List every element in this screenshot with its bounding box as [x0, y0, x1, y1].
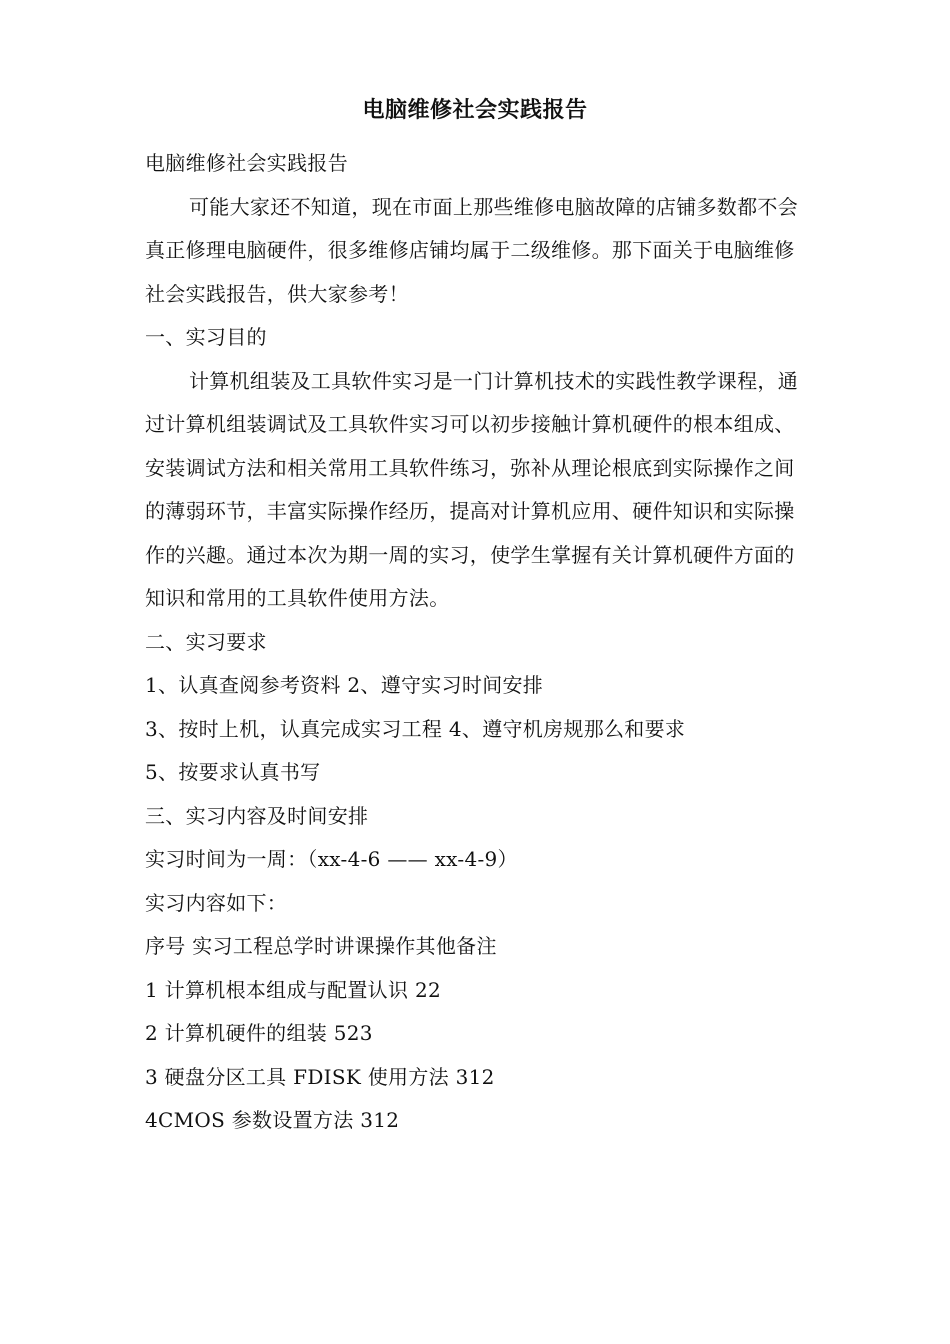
section-heading-content: 三、实习内容及时间安排	[145, 803, 369, 828]
table-header-line: 序号 实习工程总学时讲课操作其他备注	[145, 934, 497, 958]
document-body	[145, 142, 805, 1143]
table-row: 1 计算机根本组成与配置认识 22	[145, 977, 441, 1002]
requirement-line: 3、按时上机，认真完成实习工程 4、遵守机房规那么和要求	[145, 716, 686, 741]
section-heading-requirements: 二、实习要求	[145, 629, 267, 654]
document-subtitle: 电脑维修社会实践报告	[145, 151, 348, 175]
purpose-paragraph: 计算机组装及工具软件实习是一门计算机技术的实践性教学课程，通过计算机组装调试及工具软件实习可以初步接触计算机硬件的根本组成、安装调试方法和相关常用工具软件练习，弥补从理论根底到实际操作之间的薄弱环节，丰富实际操作经历，提高对计算机应用、硬件知识和实际操作的兴趣。通过本次为期一周的实习，使学生掌握有关计算机硬件方面的知识和常用的工具软件使用方法。	[145, 368, 798, 610]
table-row: 3 硬盘分区工具 FDISK 使用方法 312	[145, 1064, 495, 1089]
table-row: 4CMOS 参数设置方法 312	[145, 1108, 400, 1132]
table-row: 2 计算机硬件的组装 523	[145, 1021, 373, 1045]
content-intro-line: 实习内容如下：	[145, 890, 288, 915]
time-schedule-line: 实习时间为一周：（xx-4-6 —— xx-4-9）	[145, 847, 518, 871]
section-heading-purpose: 一、实习目的	[145, 325, 267, 349]
intro-paragraph: 可能大家还不知道，现在市面上那些维修电脑故障的店铺多数都不会真正修理电脑硬件，很多维修店铺均属于二级维修。那下面关于电脑维修社会实践报告，供大家参考！	[145, 194, 798, 306]
requirement-line: 1、认真查阅参考资料 2、遵守实习时间安排	[145, 673, 544, 697]
requirement-line: 5、按要求认真书写	[145, 760, 321, 784]
document-title: 电脑维修社会实践报告	[362, 97, 588, 123]
